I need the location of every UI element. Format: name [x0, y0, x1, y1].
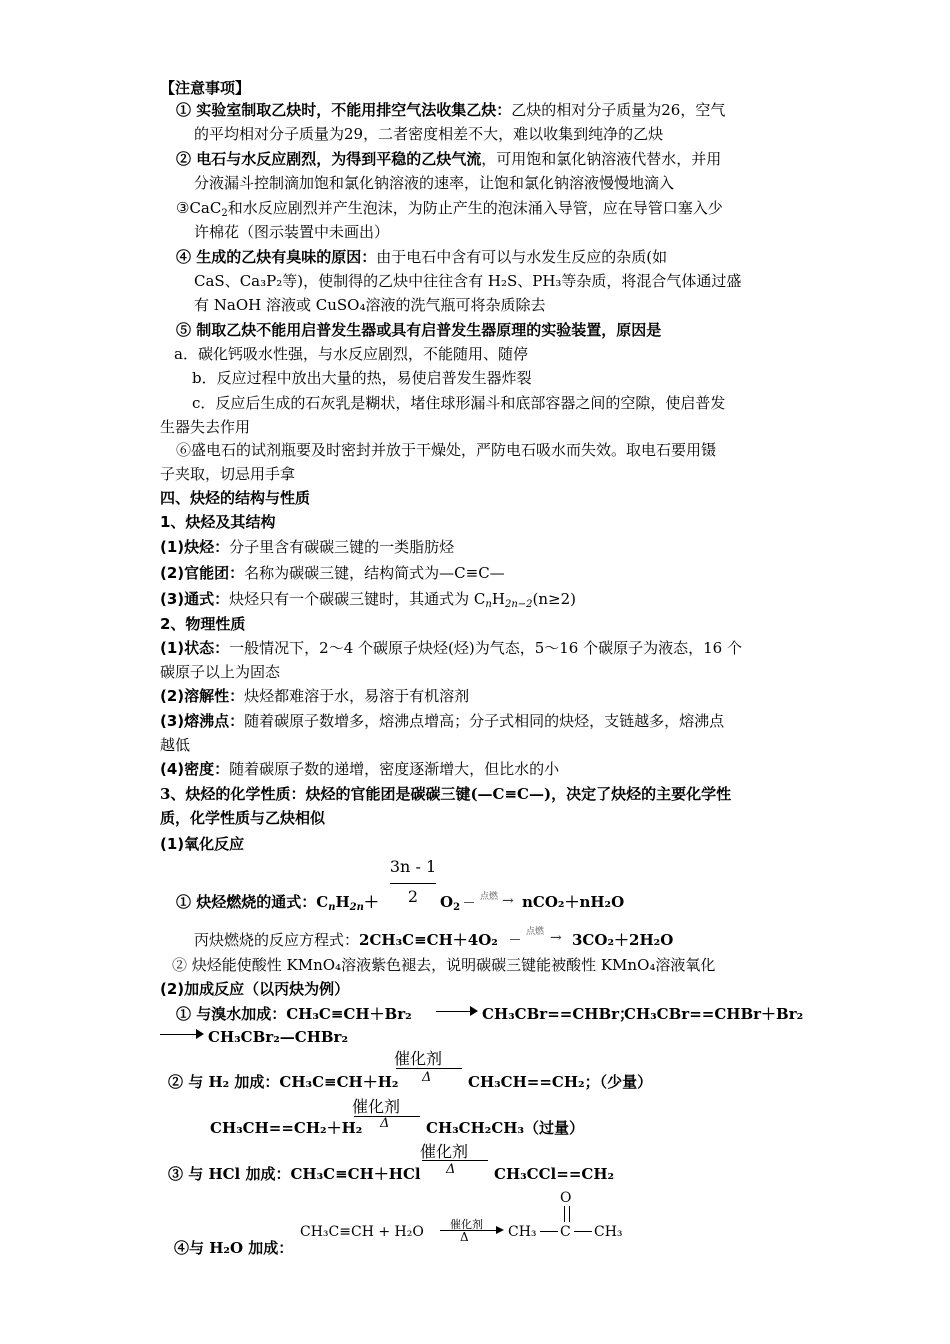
prop-density	[160, 757, 792, 781]
functional-group-label: (2)官能团：	[160, 564, 245, 582]
notice-p5-c: c．反应后生成的石灰乳是糊状，堵住球形漏斗和底部容器之间的空隙，使启普发	[192, 394, 726, 412]
heat-symbol-2: Δ	[380, 1116, 390, 1131]
heat-symbol-1: Δ	[422, 1070, 432, 1085]
propyne-combustion-reactants: 2CH₃C≡CH＋4O₂	[359, 931, 498, 949]
bromine-arrow-2-head	[196, 1029, 204, 1039]
combustion-o: O	[440, 893, 454, 911]
notice-p1-line2: 的平均相对分子质量为29，二者密度相差不大，难以收集到纯净的乙炔	[194, 125, 664, 143]
propyne-combustion-label: 丙炔燃烧的反应方程式：	[194, 931, 360, 949]
bromine-arrow-1-head	[470, 1006, 478, 1016]
hcl-label: ③ 与 HCl 加成：	[168, 1165, 291, 1183]
combustion-products: nCO₂＋nH₂O	[522, 893, 625, 911]
prop-state	[160, 636, 792, 660]
prop-state-label: (1)状态：	[160, 639, 230, 657]
h2o-arrow-head	[496, 1226, 504, 1234]
prop-boiling-label: (3)熔沸点：	[160, 712, 245, 730]
addition-title: (2)加成反应（以丙炔为例）	[160, 980, 350, 998]
notice-p3-line2: 许棉花（图示装置中未画出）	[194, 223, 390, 241]
catalyst-label-3: 催化剂	[420, 1142, 469, 1161]
h2o-arrow	[440, 1216, 508, 1246]
combustion-label: ① 炔烃燃烧的通式：	[176, 893, 317, 911]
propyne-combustion-products: 3CO₂＋2H₂O	[572, 931, 674, 949]
ignite-dash-2	[510, 939, 520, 940]
combustion-line: ① 炔烃燃烧的通式：$C_nH_{2n}+$	[176, 893, 379, 913]
prop-density-text: 随着碳原子数的递增，密度逐渐增大，但比水的小	[229, 760, 560, 778]
h2-label: ② 与 H₂ 加成：	[168, 1073, 280, 1091]
h2-eq2-right: CH₃CH₂CH₃（过量）	[426, 1119, 585, 1137]
ignite-arrow-1	[464, 893, 520, 909]
def-functional-group	[160, 561, 792, 585]
notice-p3-sub: 2	[221, 208, 228, 219]
general-formula-h: H	[491, 590, 505, 608]
h2o-double-bond-b	[569, 1206, 570, 1222]
h2o-eq-left: CH₃C≡CH + H₂O	[300, 1224, 424, 1240]
notice-p4-text: 由于电石中含有可以与水发生反应的杂质(如	[376, 248, 668, 266]
hcl-eq-left: CH₃C≡CH＋HCl	[290, 1165, 421, 1183]
h2o-product-oxygen: O	[560, 1190, 572, 1206]
bromine-eq1-product: CH₃CBr==CHBr；	[482, 1005, 635, 1023]
functional-group-text: 名称为碳碳三键，结构简式为—C≡C—	[244, 564, 505, 582]
notice-p4-head: ④ 生成的乙炔有臭味的原因：	[176, 248, 377, 266]
prop-state-text: 一般情况下，2～4 个碳原子炔烃(烃)为气态，5～16 个碳原子为液态，16 个	[229, 639, 742, 657]
hcl-eq-right: CH₃CCl==CH₂	[494, 1165, 615, 1183]
notice-p3-a: ③CaC	[176, 199, 222, 217]
h2o-label: ④与 H₂O 加成：	[174, 1239, 294, 1257]
combustion-2n: 2n	[349, 902, 364, 913]
h2-eq1-right: CH₃CH==CH₂；（少量）	[468, 1073, 653, 1091]
bromine-label: ① 与溴水加成：	[176, 1005, 287, 1023]
prop-solubility-label: (2)溶解性：	[160, 687, 245, 705]
h2o-product-left: CH₃	[508, 1224, 537, 1240]
bromine-eq2-right: CH₃CBr₂—CHBr₂	[208, 1028, 349, 1046]
notice-p5-c2: 生器失去作用	[160, 418, 251, 436]
catalyst-bar-1	[396, 1068, 462, 1069]
notice-p6: ⑥盛电石的试剂瓶要及时密封并放于干燥处，严防电石吸水而失效。取电石要用镊	[176, 441, 717, 459]
heat-symbol-3: Δ	[446, 1162, 456, 1177]
ignite-arrowhead-1: →	[502, 893, 514, 909]
h2-eq2-left: CH₃CH==CH₂＋H₂	[210, 1119, 363, 1137]
notice-p4	[176, 245, 808, 269]
h2o-double-bond-a	[564, 1206, 565, 1222]
notice-p2-text: ，可用饱和氯化钠溶液代替水，并用	[481, 150, 722, 168]
prop-boiling-text: 随着碳原子数增多，熔沸点增高；分子式相同的炔烃，支链越多，熔沸点	[244, 712, 725, 730]
h2-eq1-left: CH₃C≡CH＋H₂	[279, 1073, 399, 1091]
general-formula-n: n	[485, 599, 492, 610]
ignite-arrowhead-2: →	[550, 930, 562, 946]
general-formula-text: 炔烃只有一个碳碳三键时，其通式为 C	[229, 590, 486, 608]
notice-p1-head: ① 实验室制取乙炔时，不能用排空气法收集乙炔：	[176, 101, 512, 119]
h2o-bond-right	[574, 1231, 592, 1232]
ignite-label-2: 点燃	[526, 927, 545, 937]
def-alkyne-label: (1)炔烃：	[160, 538, 230, 556]
fraction-numerator: 3n - 1	[389, 857, 437, 876]
bromine-eq1-left: CH₃C≡CH＋Br₂	[286, 1005, 412, 1023]
prop-density-label: (4)密度：	[160, 760, 230, 778]
h2o-heat-symbol: Δ	[460, 1230, 469, 1244]
h2o-product-center: C	[560, 1224, 571, 1240]
section-title: 四、炔烃的结构与性质	[160, 489, 311, 507]
general-formula-sub: 2n−2	[504, 599, 533, 610]
h2o-bond-left	[540, 1231, 558, 1232]
notice-p1-text: 乙炔的相对分子质量为26，空气	[511, 101, 726, 119]
ignite-dash-1	[464, 902, 474, 903]
combustion-c: C	[316, 893, 329, 911]
bromine-arrow-2-shaft	[160, 1034, 200, 1035]
notice-p4-line3: 有 NaOH 溶液或 CuSO₄溶液的洗气瓶可将杂质除去	[194, 296, 546, 314]
prop-state-line2: 碳原子以上为固态	[160, 663, 281, 681]
subsection-1-title: 1、炔烃及其结构	[160, 513, 276, 531]
combustion-n: n	[328, 902, 336, 913]
subsection-3-title: 3、炔烃的化学性质：炔烃的官能团是碳碳三键(—C≡C—)，决定了炔烃的主要化学性	[160, 785, 732, 803]
notice-p2	[176, 147, 808, 171]
notice-p5-a: a．碳化钙吸水性强，与水反应剧烈，不能随用、随停	[174, 345, 528, 363]
subsection-3-title-line2: 质，化学性质与乙炔相似	[160, 809, 326, 827]
def-alkyne-text: 分子里含有碳碳三键的一类脂肪烃	[229, 538, 455, 556]
fraction-denominator: 2	[407, 887, 419, 906]
general-formula-label: (3)通式：	[160, 590, 230, 608]
catalyst-label-1: 催化剂	[394, 1049, 443, 1068]
prop-boiling	[160, 709, 792, 733]
notice-p5-b: b．反应过程中放出大量的热，易使启普发生器炸裂	[192, 369, 532, 387]
notice-p6-line2: 子夹取，切忌用手拿	[160, 465, 296, 483]
notice-p4-line2: CaS、Ca₃P₂等)，使制得的乙炔中往往含有 H₂S、PH₃等杂质，将混合气体通过盛	[194, 272, 742, 290]
def-alkyne	[160, 535, 792, 559]
notice-p5-head: ⑤ 制取乙炔不能用启普发生器或具有启普发生器原理的实验装置，原因是	[176, 321, 662, 339]
notice-p2-line2: 分液漏斗控制滴加饱和氯化钠溶液的速率，让饱和氯化钠溶液慢慢地滴入	[194, 174, 675, 192]
ignite-arrow-2	[510, 927, 570, 946]
fraction-bar	[390, 883, 436, 884]
oxidation-title: (1)氧化反应	[160, 835, 245, 853]
prop-boiling-line2: 越低	[160, 736, 191, 754]
notice-p1	[176, 98, 808, 122]
notice-p2-head: ② 电石与水反应剧烈，为得到平稳的乙炔气流	[176, 150, 482, 168]
general-formula-cond: (n≥2)	[532, 590, 576, 608]
prop-solubility	[160, 684, 792, 708]
combustion-o-sub: 2	[453, 902, 461, 913]
h2o-catalyst-label: 催化剂	[450, 1218, 483, 1231]
bromine-arrow-1-shaft	[436, 1011, 474, 1012]
bromine-eq2-left: CH₃CBr==CHBr＋Br₂	[624, 1005, 804, 1023]
ignite-label-1: 点燃	[480, 892, 499, 902]
kmno4-oxidation: ② 炔烃能使酸性 KMnO₄溶液紫色褪去，说明碳碳三键能被酸性 KMnO₄溶液氧化	[172, 956, 716, 974]
notice-p3-b: 和水反应剧烈并产生泡沫，为防止产生的泡沫涌入导管，应在导管口塞入少	[227, 199, 723, 217]
catalyst-bar-3	[422, 1160, 488, 1161]
notice-title: 【注意事项】	[160, 79, 251, 97]
bromine-arrow-2	[160, 1028, 206, 1042]
subsection-2-title: 2、物理性质	[160, 615, 246, 633]
bromine-arrow-1	[436, 1005, 480, 1019]
prop-solubility-text: 炔烃都难溶于水，易溶于有机溶剂	[244, 687, 470, 705]
h2o-product-right: CH₃	[594, 1224, 623, 1240]
catalyst-label-2: 催化剂	[352, 1097, 401, 1116]
h2o-arrow-shaft	[440, 1230, 498, 1231]
